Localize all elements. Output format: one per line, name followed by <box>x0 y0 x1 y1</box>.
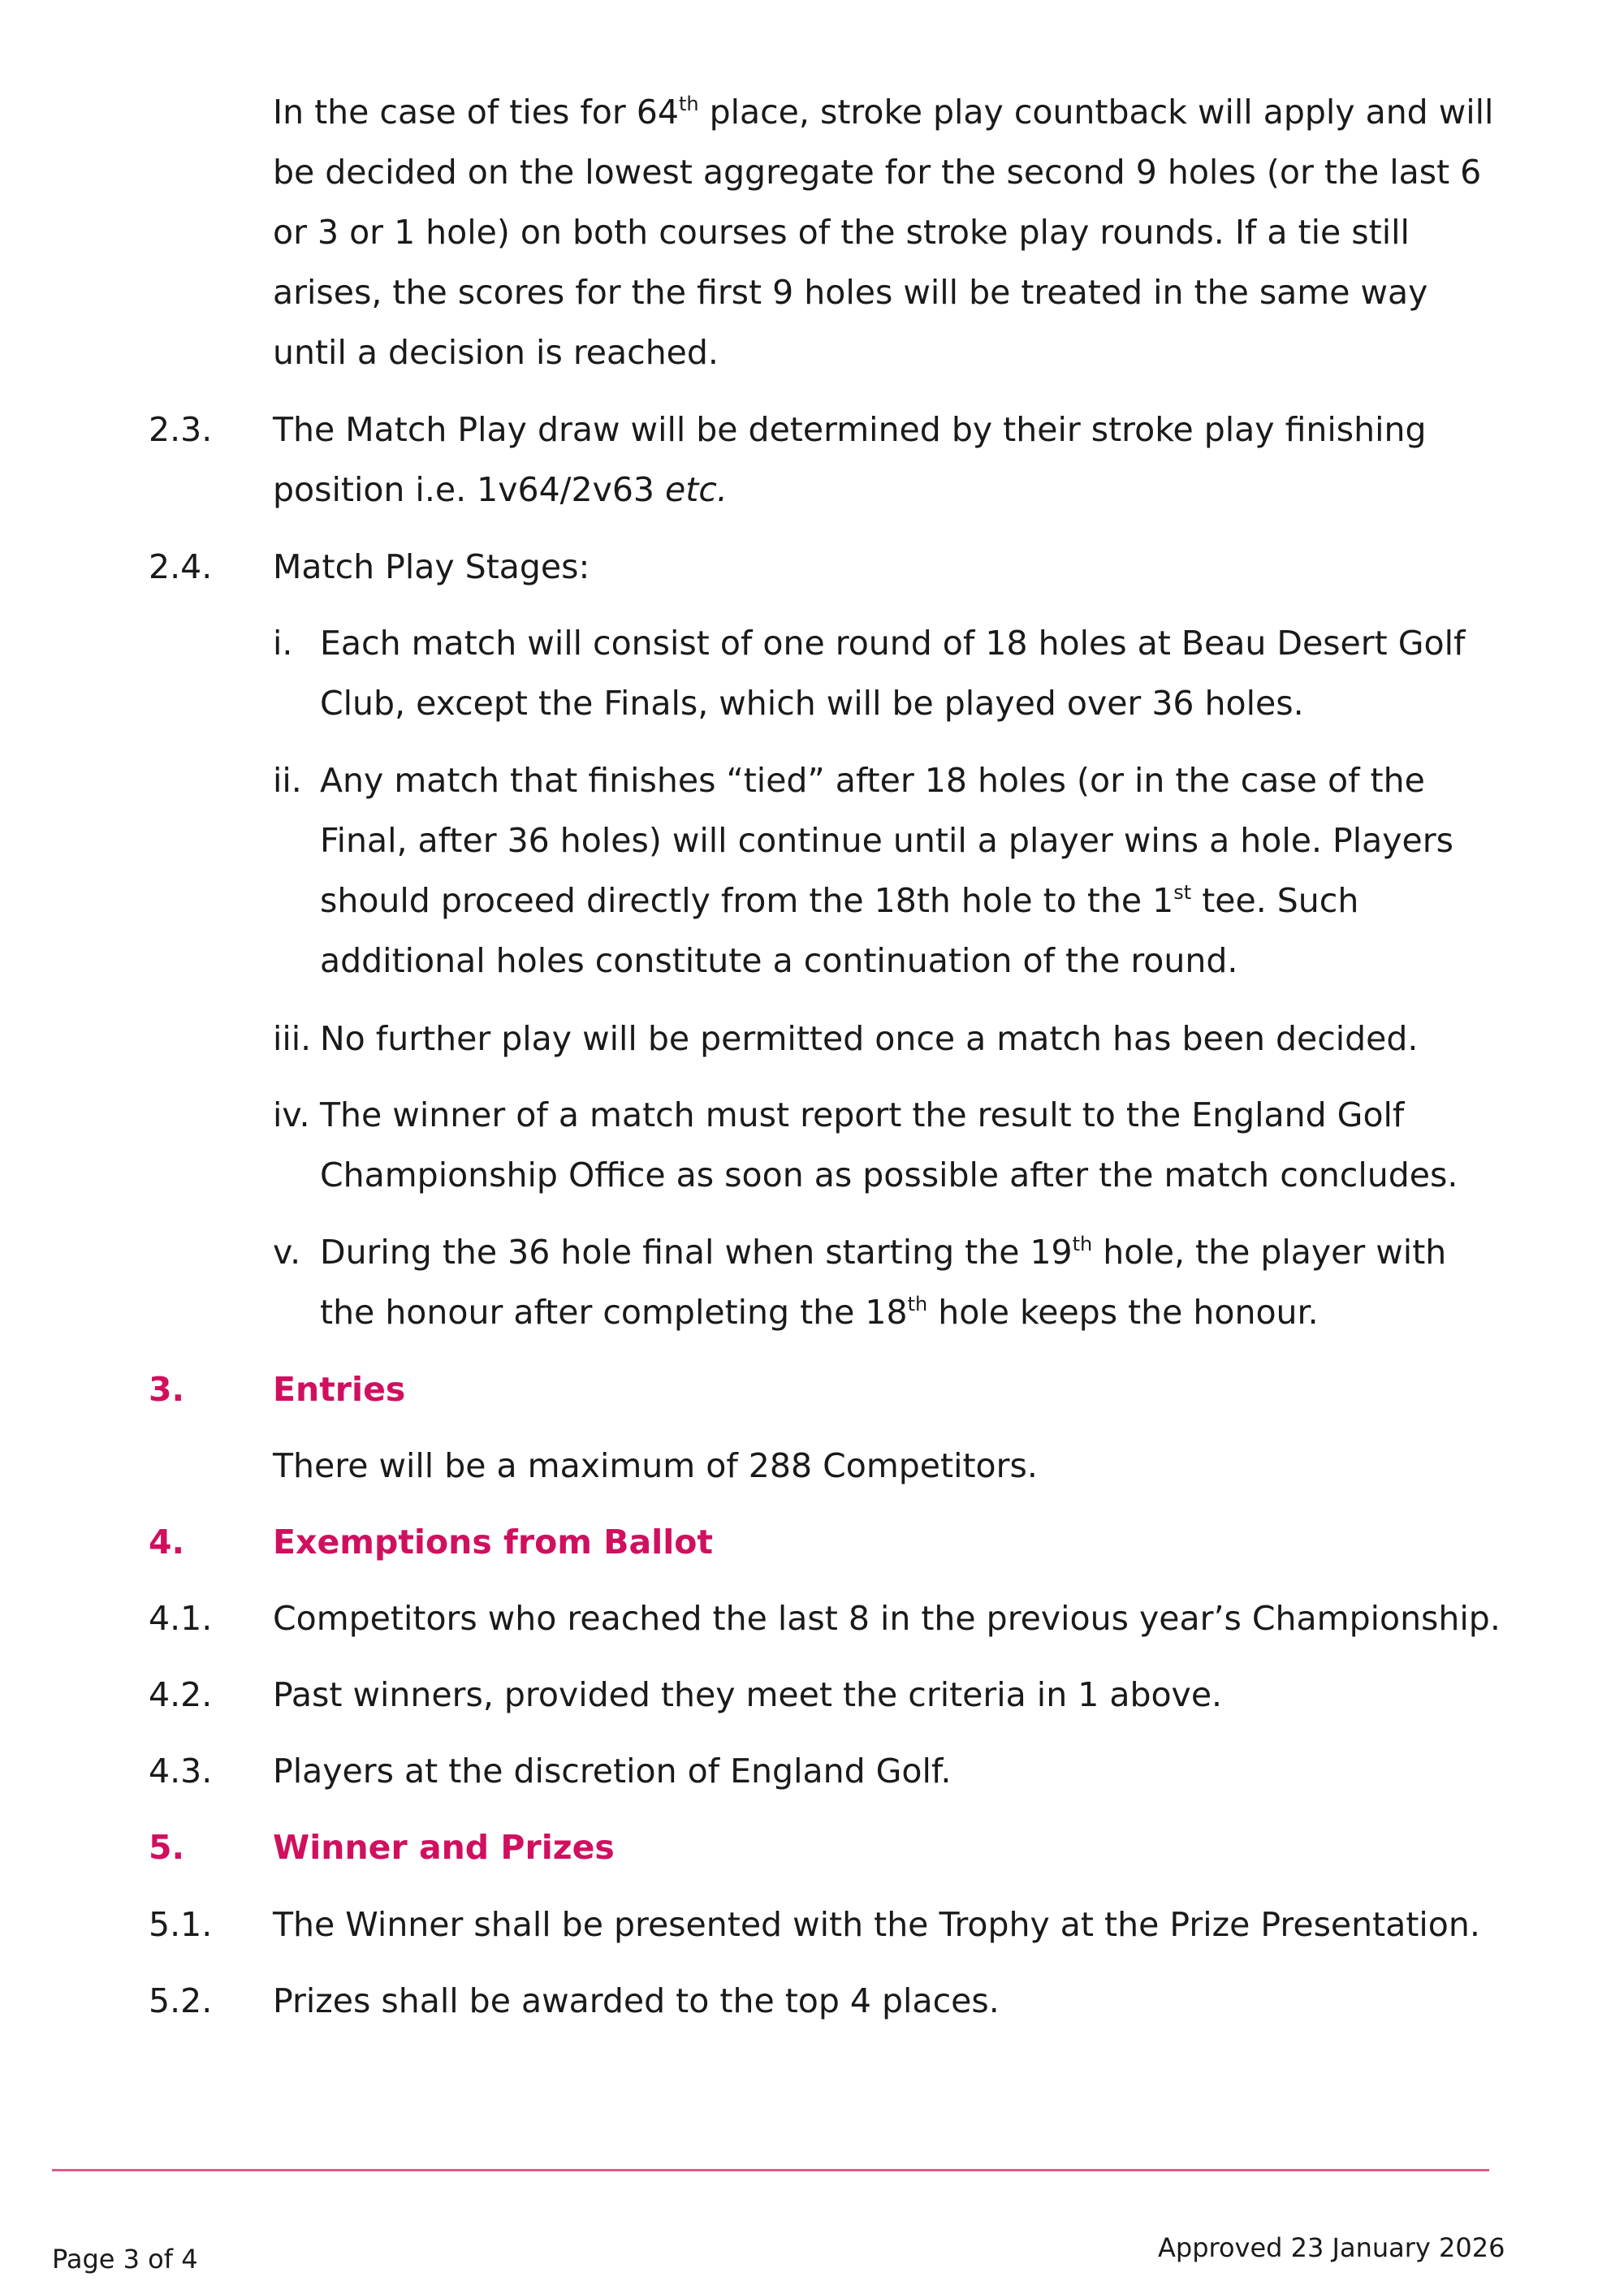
section-number: 3. <box>149 1370 185 1409</box>
section-number: 4. <box>149 1523 185 1562</box>
clause-4-3-text: Players at the discretion of England Golf. <box>273 1752 952 1791</box>
sub-item-text: hole, the player with the honour after completing the 18 <box>320 1233 1447 1332</box>
tie-break-paragraph <box>273 82 1499 382</box>
section-heading-entries: Entries <box>273 1370 406 1409</box>
sub-item-ii <box>273 750 1507 991</box>
clause-4-2-text: Past winners, provided they meet the criteria in 1 above. <box>273 1675 1223 1714</box>
clause-2-4-text: Match Play Stages: <box>273 547 590 586</box>
clause-number: 4.3. <box>149 1752 213 1791</box>
sub-item-numeral: ii. <box>273 761 302 800</box>
section-heading-winner-prizes: Winner and Prizes <box>273 1828 615 1867</box>
sub-item-text: tee. Such additional holes constitute a continuation of the round. <box>320 881 1359 980</box>
clause-text: The Match Play draw will be determined by their stroke play finishing position i.e. 1v64/2v63 <box>273 410 1427 509</box>
sub-item-text: No further play will be permitted once a match has been decided. <box>320 1019 1419 1058</box>
superscript: th <box>907 1293 928 1315</box>
sub-item-iii <box>273 1009 1507 1069</box>
sub-item-text: During the 36 hole final when starting the 19 <box>320 1233 1073 1272</box>
superscript: th <box>678 93 699 115</box>
clause-2-3-text <box>273 400 1507 520</box>
sub-item-numeral: v. <box>273 1233 301 1272</box>
clause-number: 4.2. <box>149 1675 213 1714</box>
sub-item-text: The winner of a match must report the result to the England Golf Championship Office as soon as possible after the match concludes. <box>320 1095 1458 1195</box>
sub-item-i <box>273 613 1507 733</box>
superscript: th <box>1072 1233 1093 1255</box>
clause-5-1-text: The Winner shall be presented with the Trophy at the Prize Presentation. <box>273 1905 1480 1944</box>
sub-item-numeral: i. <box>273 624 293 663</box>
approval-date: Approved 23 January 2026 <box>1158 2232 1505 2263</box>
clause-number: 5.2. <box>149 1981 213 2020</box>
sub-item-text: hole keeps the honour. <box>927 1293 1319 1332</box>
clause-italic-text: etc. <box>665 470 728 509</box>
clause-number: 5.1. <box>149 1905 213 1944</box>
page-number: Page 3 of 4 <box>52 2244 198 2275</box>
sub-item-numeral: iv. <box>273 1095 310 1134</box>
footer-divider <box>52 2169 1489 2171</box>
section-number: 5. <box>149 1828 185 1867</box>
sub-item-v <box>273 1222 1507 1342</box>
clause-4-1-text: Competitors who reached the last 8 in the previous year’s Championship. <box>273 1599 1501 1638</box>
clause-5-2-text: Prizes shall be awarded to the top 4 places. <box>273 1981 1000 2020</box>
superscript: st <box>1173 881 1192 904</box>
clause-number: 2.3. <box>149 410 213 449</box>
sub-item-text: Each match will consist of one round of 18 holes at Beau Desert Golf Club, except the Finals, which will be played over 36 holes. <box>320 624 1466 723</box>
section-heading-exemptions: Exemptions from Ballot <box>273 1523 714 1562</box>
paragraph-text: place, stroke play countback will apply and will be decided on the lowest aggregate for the second 9 holes (or the last 6 or 3 or 1 hole) on both courses of the stroke play rounds. If a tie still arises, the scores for the first 9 holes will be treated in the same way until a decision is reached. <box>273 93 1494 372</box>
sub-item-text: Any match that finishes “tied” after 18 holes (or in the case of the Final, after 36 holes) will continue until a player wins a hole. Players should proceed directly from the 18th hole to the 1 <box>320 761 1454 920</box>
sub-item-iv <box>273 1085 1507 1205</box>
entries-text: There will be a maximum of 288 Competitors. <box>273 1446 1038 1485</box>
sub-item-numeral: iii. <box>273 1019 312 1058</box>
clause-number: 4.1. <box>149 1599 213 1638</box>
paragraph-text: In the case of ties for 64 <box>273 93 679 132</box>
clause-number: 2.4. <box>149 547 213 586</box>
